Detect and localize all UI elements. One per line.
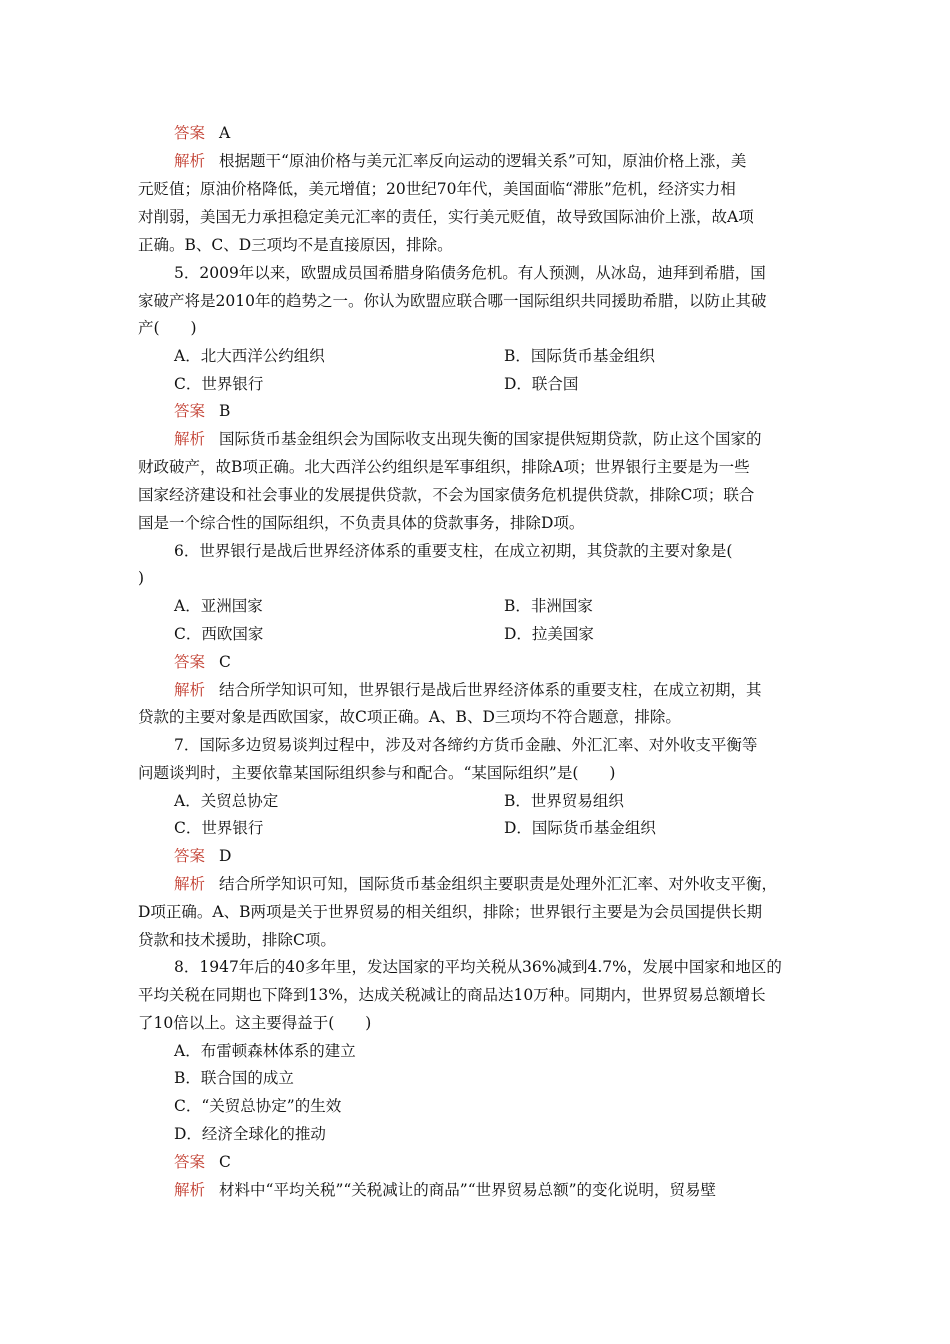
q5-option-b: B．国际货币基金组织 [504, 347, 655, 365]
q7-option-b: B．世界贸易组织 [504, 792, 624, 810]
q6-analysis-line: 贷款的主要对象是西欧国家，故C项正确。A、B、D三项均不符合题意，排除。 [138, 708, 681, 726]
q6-option-b: B．非洲国家 [504, 597, 593, 615]
q6-stem-line: ) [138, 569, 145, 587]
q8-stem-line: 了10倍以上。这主要得益于( ) [138, 1014, 372, 1032]
q5-stem-line: 家破产将是2010年的趋势之一。你认为欧盟应联合哪一国际组织共同援助希腊，以防止其破 [138, 292, 767, 310]
q7-stem-line: 7．国际多边贸易谈判过程中，涉及对各缔约方货币金融、外汇汇率、对外收支平衡等 [174, 736, 758, 754]
q5-analysis-line: 解析 国际货币基金组织会为国际收支出现失衡的国家提供短期贷款，防止这个国家的 [174, 430, 762, 448]
q6-analysis-line: 解析 结合所学知识可知，世界银行是战后世界经济体系的重要支柱，在成立初期，其 [174, 681, 762, 699]
q8-option-c: C．“关贸总协定”的生效 [174, 1097, 342, 1115]
q5-answer: 答案 B [174, 402, 231, 420]
q7-option-d: D．国际货币基金组织 [504, 819, 656, 837]
q4-answer: 答案 A [174, 124, 231, 142]
q5-option-c: C．世界银行 [174, 375, 264, 393]
q8-option-a: A．布雷顿森林体系的建立 [174, 1042, 356, 1060]
q5-analysis-line: 国是一个综合性的国际组织，不负责具体的贷款事务，排除D项。 [138, 514, 585, 532]
q5-analysis-line: 国家经济建设和社会事业的发展提供贷款，不会为国家债务危机提供贷款，排除C项；联合 [138, 486, 755, 504]
q6-option-a: A．亚洲国家 [174, 597, 263, 615]
q4-analysis-line: 解析 根据题干“原油价格与美元汇率反向运动的逻辑关系”可知，原油价格上涨，美 [174, 152, 747, 170]
q6-answer: 答案 C [174, 653, 231, 671]
q8-analysis-line: 解析 材料中“平均关税”“关税减让的商品”“世界贸易总额”的变化说明，贸易壁 [174, 1181, 717, 1199]
q6-option-d: D．拉美国家 [504, 625, 594, 643]
analysis-label: 解析 [174, 1181, 206, 1199]
answer-label: 答案 [174, 847, 206, 865]
answer-label: 答案 [174, 124, 206, 142]
q4-analysis-line: 正确。B、C、D三项均不是直接原因，排除。 [138, 236, 453, 254]
q5-option-d: D．联合国 [504, 375, 579, 393]
analysis-label: 解析 [174, 875, 206, 893]
q7-option-c: C．世界银行 [174, 819, 264, 837]
q5-stem-line: 5．2009年以来，欧盟成员国希腊身陷债务危机。有人预测，从冰岛，迪拜到希腊，国 [174, 264, 766, 282]
analysis-label: 解析 [174, 681, 206, 699]
q8-stem-line: 平均关税在同期也下降到13%，达成关税减让的商品达10万种。同期内，世界贸易总额增长 [138, 986, 766, 1004]
q8-option-d: D．经济全球化的推动 [174, 1125, 326, 1143]
q6-option-c: C．西欧国家 [174, 625, 264, 643]
q4-analysis-line: 元贬值；原油价格降低，美元增值；20世纪70年代，美国面临“滞胀”危机，经济实力相 [138, 180, 736, 198]
q8-answer: 答案 C [174, 1153, 231, 1171]
q6-stem-line: 6．世界银行是战后世界经济体系的重要支柱，在成立初期，其贷款的主要对象是( [174, 542, 733, 560]
q5-stem-line: 产( ) [138, 319, 197, 337]
q5-analysis-line: 财政破产，故B项正确。北大西洋公约组织是军事组织，排除A项；世界银行主要是为一些 [138, 458, 750, 476]
q7-stem-line: 问题谈判时，主要依靠某国际组织参与和配合。“某国际组织”是( ) [138, 764, 616, 782]
analysis-label: 解析 [174, 430, 206, 448]
q8-option-b: B．联合国的成立 [174, 1069, 294, 1087]
q5-option-a: A．北大西洋公约组织 [174, 347, 325, 365]
q7-analysis-line: 解析 结合所学知识可知，国际货币基金组织主要职责是处理外汇汇率、对外收支平衡， [174, 875, 778, 893]
q4-analysis-line: 对削弱，美国无力承担稳定美元汇率的责任，实行美元贬值，故导致国际油价上涨，故A项 [138, 208, 754, 226]
analysis-label: 解析 [174, 152, 206, 170]
q8-stem-line: 8．1947年后的40多年里，发达国家的平均关税从36%减到4.7%，发展中国家和地区的 [174, 958, 782, 976]
answer-label: 答案 [174, 653, 206, 671]
q7-analysis-line: 贷款和技术援助，排除C项。 [138, 931, 336, 949]
q7-option-a: A．关贸总协定 [174, 792, 279, 810]
q7-answer: 答案 D [174, 847, 232, 865]
answer-label: 答案 [174, 402, 206, 420]
answer-label: 答案 [174, 1153, 206, 1171]
q7-analysis-line: D项正确。A、B两项是关于世界贸易的相关组织，排除；世界银行主要是为会员国提供长期 [138, 903, 763, 921]
